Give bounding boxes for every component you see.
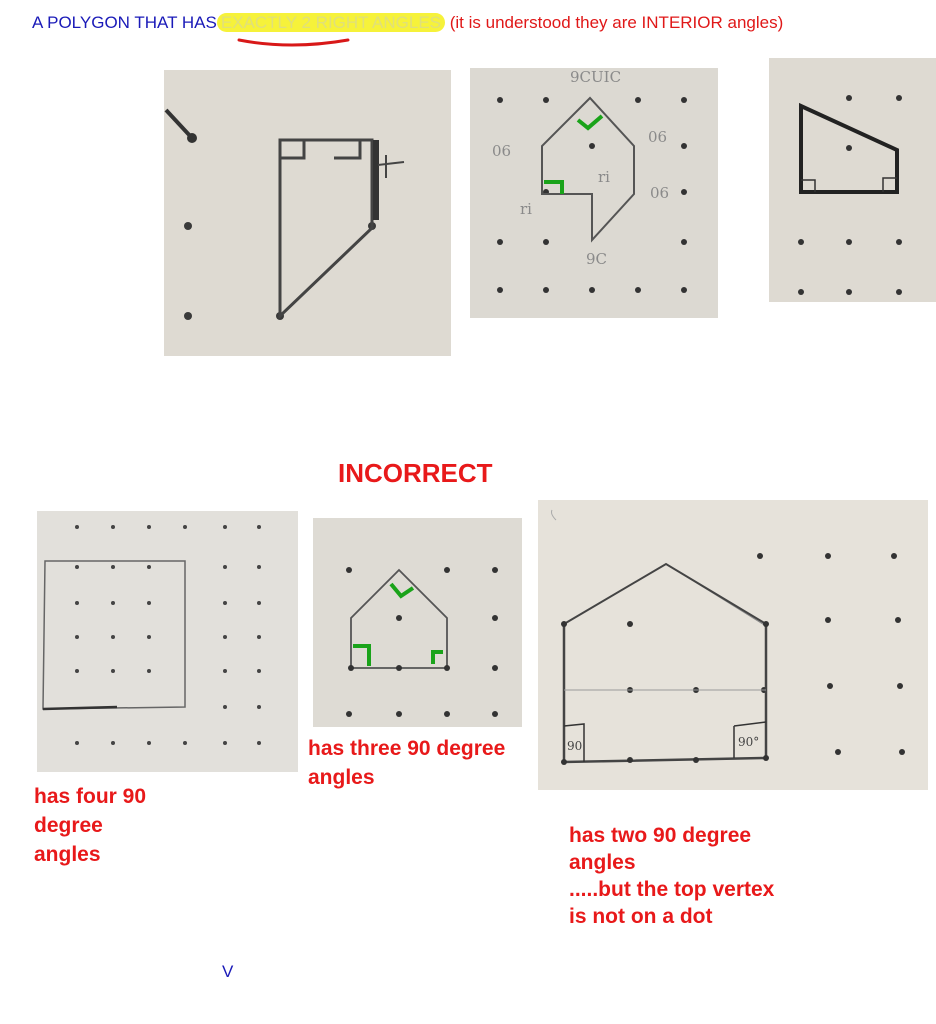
caption-3-line-4: is not on a dot — [569, 905, 713, 928]
polygon-sketch-1 — [164, 70, 451, 356]
photo-correct-2 — [470, 68, 718, 318]
incorrect-heading: INCORRECT — [338, 458, 493, 488]
caption-3-line-3: .....but the top vertex — [569, 878, 775, 901]
label-ri-inner: ri — [598, 168, 610, 186]
label-ri-left: ri — [520, 200, 532, 218]
red-underline-mark — [236, 34, 356, 50]
header-highlight: EXACTLY 2 RIGHT ANGLES — [217, 13, 445, 32]
label-9c-bottom: 9C — [586, 250, 608, 268]
square-sketch — [37, 511, 298, 772]
polygon-sketch-3 — [769, 58, 936, 302]
angle-label-left: 90 — [567, 739, 583, 753]
caption-incorrect-2 — [308, 734, 505, 792]
header-line — [32, 13, 783, 33]
caption-incorrect-3 — [569, 822, 774, 930]
label-06-right-top: 06 — [648, 128, 668, 146]
footer-mark: V — [222, 962, 234, 981]
photo-correct-1 — [164, 70, 451, 356]
photo-correct-3 — [769, 58, 936, 302]
caption-1-line-1: has four 90 — [34, 785, 147, 808]
house-green-sketch — [313, 518, 522, 727]
caption-incorrect-1 — [34, 782, 146, 869]
caption-2-line-1: has three 90 degree — [308, 737, 506, 760]
caption-2-line-2: angles — [308, 766, 375, 789]
photo-incorrect-2 — [313, 518, 522, 727]
header-suffix: (it is understood they are INTERIOR angles) — [449, 13, 784, 32]
house-large-sketch — [538, 500, 928, 790]
header-prefix: A POLYGON THAT HAS — [32, 13, 217, 32]
caption-3-line-1: has two 90 degree — [569, 824, 752, 847]
caption-1-line-2: degree — [34, 814, 103, 837]
caption-1-line-3: angles — [34, 843, 101, 866]
caption-3-line-2: angles — [569, 851, 636, 874]
label-06-left: 06 — [492, 142, 512, 160]
photo-incorrect-3 — [538, 500, 928, 790]
polygon-sketch-2 — [470, 68, 718, 318]
label-06-right-mid: 06 — [650, 184, 670, 202]
angle-label-right: 90° — [738, 735, 760, 749]
photo-incorrect-1 — [37, 511, 298, 772]
label-9cuic: 9CUIC — [570, 68, 622, 86]
